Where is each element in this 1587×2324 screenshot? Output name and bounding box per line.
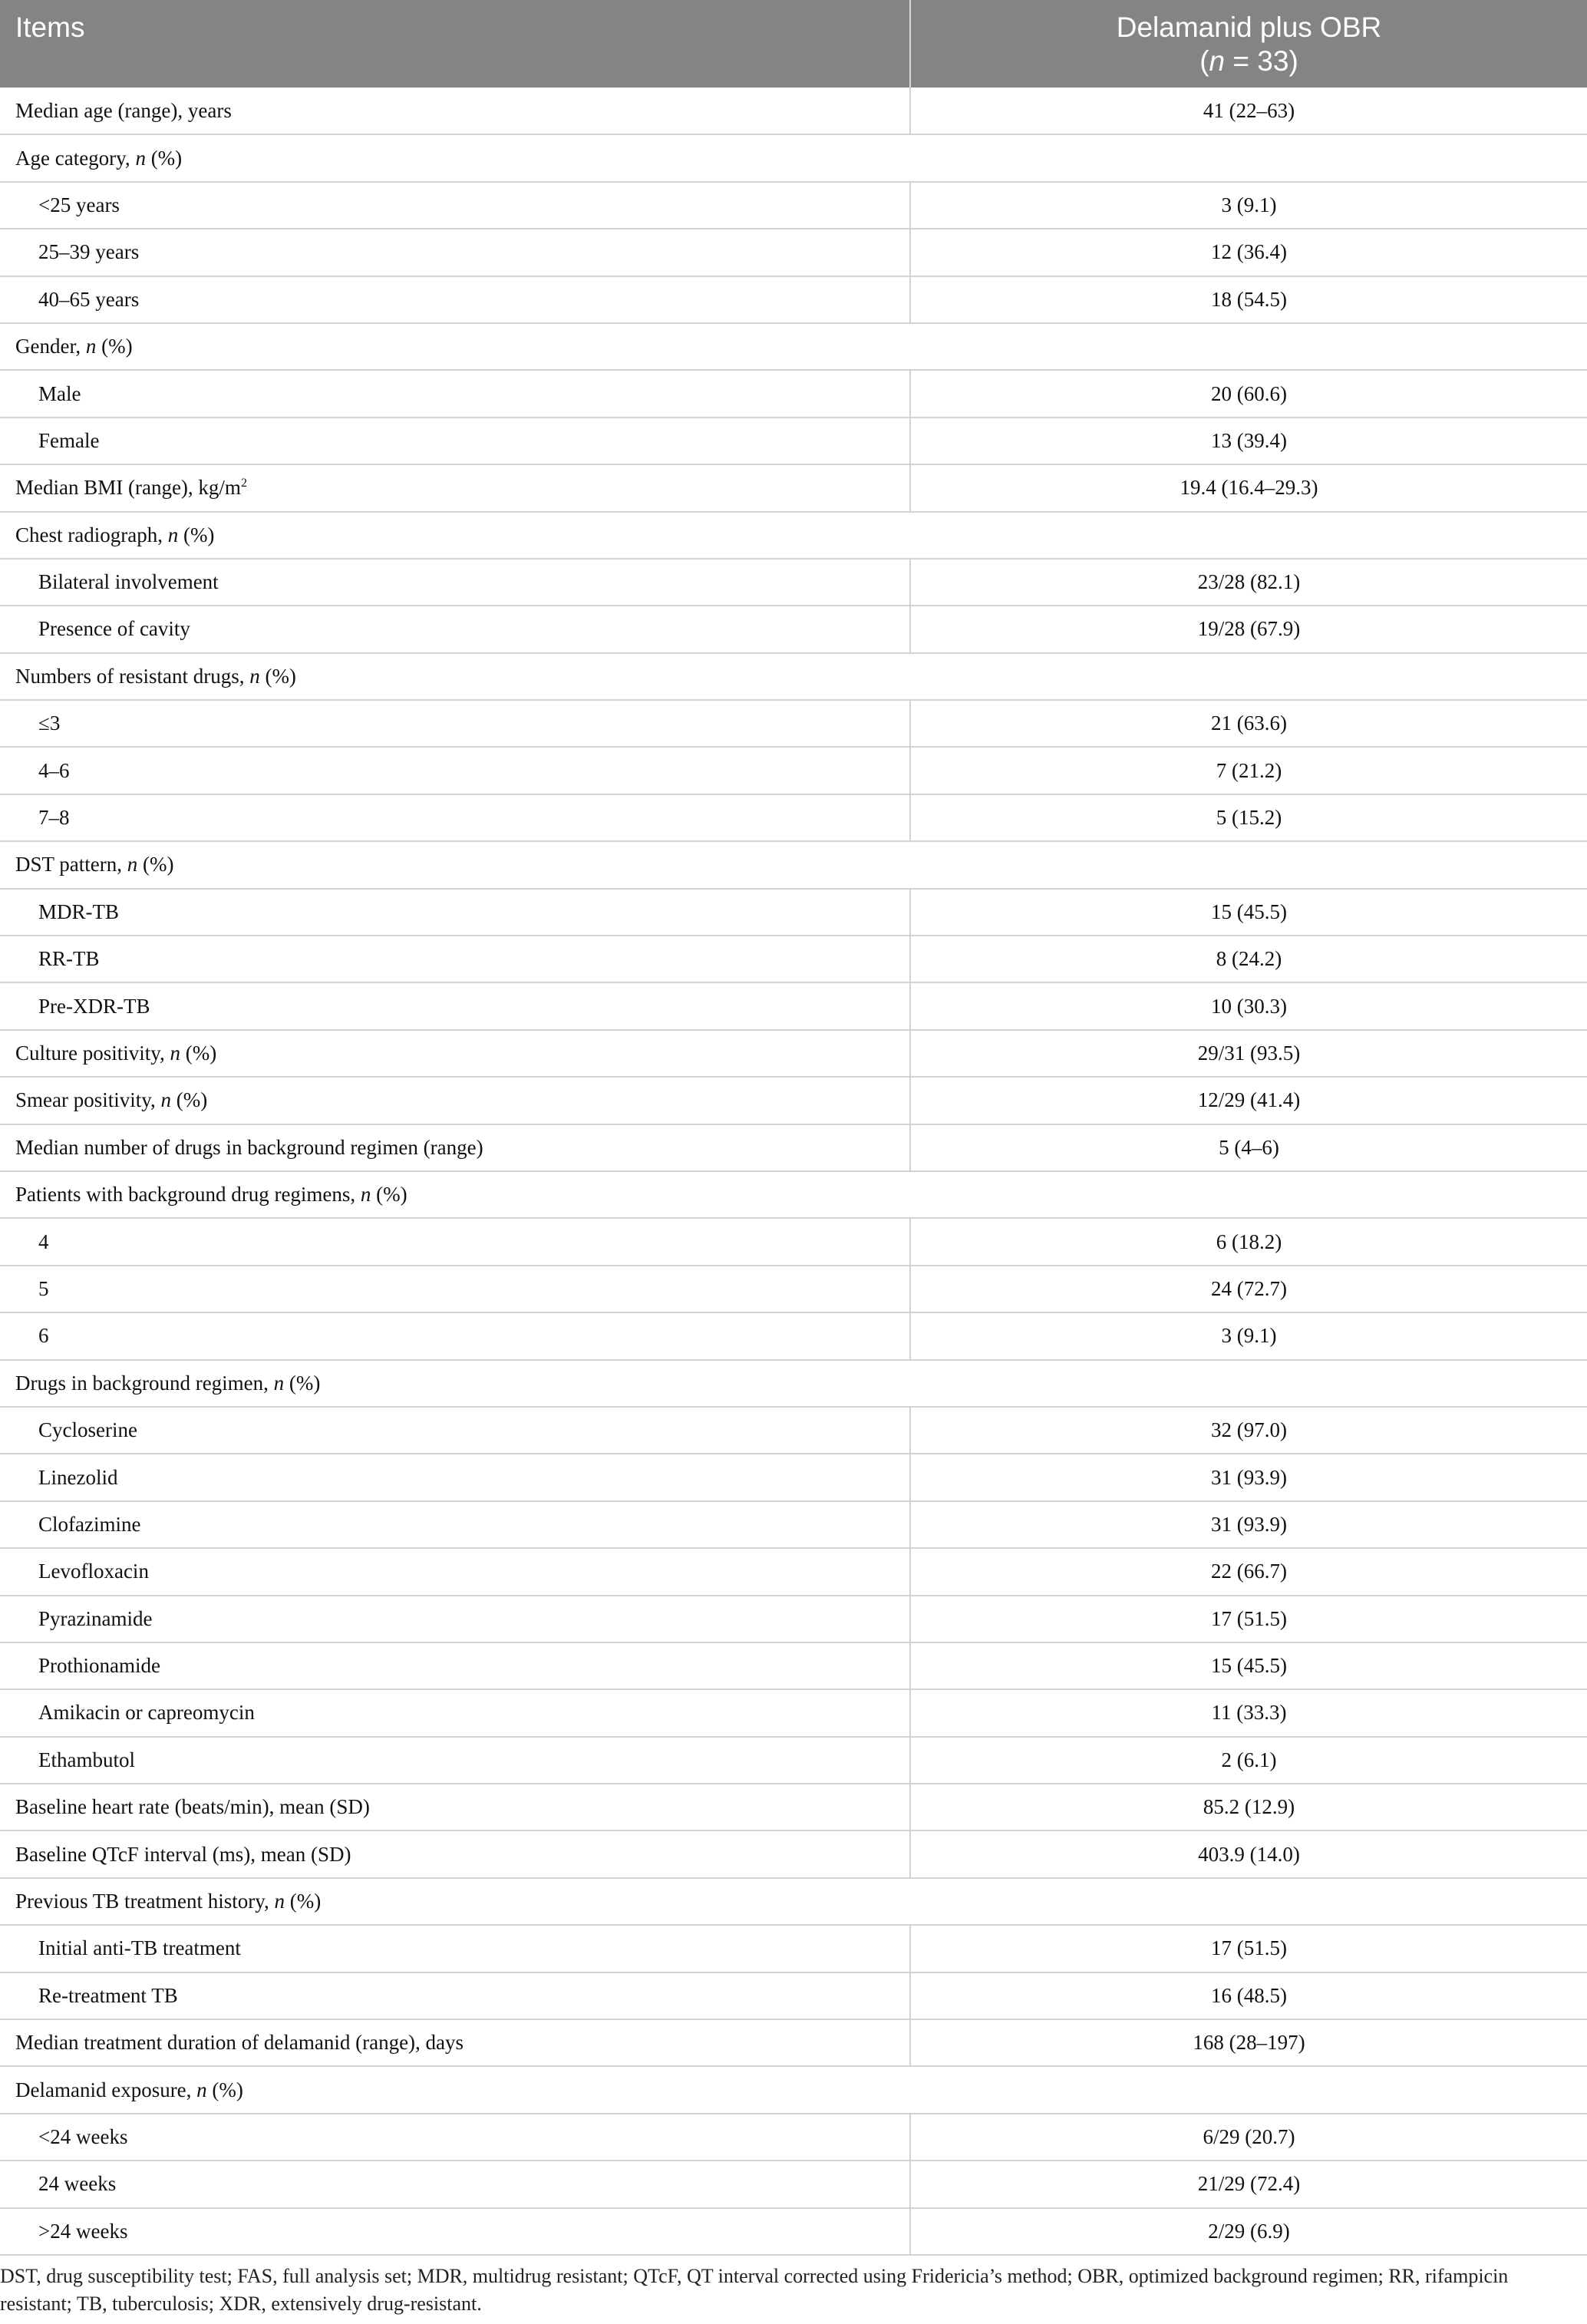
row-label: <24 weeks [0, 2114, 910, 2161]
row-label: Gender, n (%) [0, 323, 910, 370]
table-row [0, 1878, 1587, 1925]
row-label: Linezolid [0, 1454, 910, 1500]
table-row [0, 1972, 1587, 2019]
row-value: 5 (15.2) [910, 794, 1587, 841]
row-value: 10 (30.3) [910, 982, 1587, 1029]
row-label: Levofloxacin [0, 1548, 910, 1595]
row-value [910, 512, 1587, 559]
table-row [0, 889, 1587, 936]
row-value: 8 (24.2) [910, 936, 1587, 982]
row-label: RR-TB [0, 936, 910, 982]
table-row [0, 1124, 1587, 1171]
table-row [0, 2161, 1587, 2207]
row-label: Chest radiograph, n (%) [0, 512, 910, 559]
row-label: Bilateral involvement [0, 559, 910, 606]
table-row [0, 1077, 1587, 1124]
row-value: 13 (39.4) [910, 418, 1587, 464]
row-label: Smear positivity, n (%) [0, 1077, 910, 1124]
table-row [0, 276, 1587, 323]
table-row [0, 1030, 1587, 1077]
row-value: 168 (28–197) [910, 2019, 1587, 2066]
row-label: Numbers of resistant drugs, n (%) [0, 653, 910, 700]
row-label: Pre-XDR-TB [0, 982, 910, 1029]
table-header [0, 0, 1587, 87]
table-row [0, 1830, 1587, 1877]
row-value: 29/31 (93.5) [910, 1030, 1587, 1077]
row-label: <25 years [0, 182, 910, 229]
row-value: 31 (93.9) [910, 1501, 1587, 1548]
row-value: 3 (9.1) [910, 182, 1587, 229]
row-label: DST pattern, n (%) [0, 841, 910, 888]
table-row [0, 982, 1587, 1029]
table-row [0, 700, 1587, 747]
row-value: 2/29 (6.9) [910, 2208, 1587, 2255]
row-value: 15 (45.5) [910, 1642, 1587, 1689]
table-row [0, 1312, 1587, 1359]
table-footnote: DST, drug susceptibility test; FAS, full analysis set; MDR, multidrug resistant; QTcF, QT interval corrected using Fridericia’s method; OBR, optimized background regimen; RR, rifampicin resistant; TB, tuberculosis; XDR, extensively drug-resistant. [0, 2265, 1509, 2315]
row-value [910, 2066, 1587, 2113]
table-row [0, 323, 1587, 370]
row-value: 85.2 (12.9) [910, 1784, 1587, 1830]
table-row [0, 841, 1587, 888]
row-label: 4 [0, 1218, 910, 1265]
row-value: 21/29 (72.4) [910, 2161, 1587, 2207]
table-row [0, 747, 1587, 794]
row-label: Median BMI (range), $kg/m^2$ [0, 464, 910, 511]
table-row [0, 1266, 1587, 1312]
table-row [0, 794, 1587, 841]
row-value: 21 (63.6) [910, 700, 1587, 747]
table-row [0, 1925, 1587, 1972]
row-value: 32 (97.0) [910, 1407, 1587, 1454]
row-label: Re-treatment TB [0, 1972, 910, 2019]
row-value: 31 (93.9) [910, 1454, 1587, 1500]
header-delamanid-group [910, 0, 1587, 87]
row-value: 22 (66.7) [910, 1548, 1587, 1595]
table-row [0, 1737, 1587, 1784]
row-value: 17 (51.5) [910, 1925, 1587, 1972]
row-value: 17 (51.5) [910, 1596, 1587, 1642]
table-row [0, 464, 1587, 511]
row-label: Female [0, 418, 910, 464]
table-row [0, 2066, 1587, 2113]
header-row [0, 0, 1587, 87]
row-label: Cycloserine [0, 1407, 910, 1454]
row-label: 5 [0, 1266, 910, 1312]
row-label: Clofazimine [0, 1501, 910, 1548]
table-row [0, 512, 1587, 559]
row-label: MDR-TB [0, 889, 910, 936]
row-label: Amikacin or capreomycin [0, 1689, 910, 1736]
row-label: Median treatment duration of delamanid (range), days [0, 2019, 910, 2066]
row-label: Median age (range), years [0, 87, 910, 134]
row-label: Median number of drugs in background regimen (range) [0, 1124, 910, 1171]
row-label: 25–39 years [0, 229, 910, 276]
table-row [0, 1784, 1587, 1830]
row-value: 23/28 (82.1) [910, 559, 1587, 606]
row-label: Culture positivity, n (%) [0, 1030, 910, 1077]
row-value: 5 (4–6) [910, 1124, 1587, 1171]
table-row [0, 2114, 1587, 2161]
row-value [910, 323, 1587, 370]
row-value: 12 (36.4) [910, 229, 1587, 276]
row-value [910, 134, 1587, 181]
row-value [910, 1878, 1587, 1925]
row-value: 15 (45.5) [910, 889, 1587, 936]
table-row [0, 1596, 1587, 1642]
row-label: Previous TB treatment history, n (%) [0, 1878, 910, 1925]
row-value [910, 841, 1587, 888]
row-label: >24 weeks [0, 2208, 910, 2255]
table-row [0, 1360, 1587, 1407]
row-label: Ethambutol [0, 1737, 910, 1784]
row-label: Initial anti-TB treatment [0, 1925, 910, 1972]
row-value: 3 (9.1) [910, 1312, 1587, 1359]
header-group-n: (n = 33) [1199, 45, 1298, 77]
row-value: 19/28 (67.9) [910, 606, 1587, 652]
row-value: 12/29 (41.4) [910, 1077, 1587, 1124]
table-row [0, 134, 1587, 181]
row-label: Pyrazinamide [0, 1596, 910, 1642]
row-value: 41 (22–63) [910, 87, 1587, 134]
table-row [0, 606, 1587, 652]
row-value: 7 (21.2) [910, 747, 1587, 794]
row-label: 40–65 years [0, 276, 910, 323]
table-row [0, 653, 1587, 700]
row-value: 11 (33.3) [910, 1689, 1587, 1736]
table-row [0, 1171, 1587, 1218]
row-label: 6 [0, 1312, 910, 1359]
table-row [0, 559, 1587, 606]
table-row [0, 1548, 1587, 1595]
row-value: 19.4 (16.4–29.3) [910, 464, 1587, 511]
row-label: Male [0, 370, 910, 417]
row-value: 24 (72.7) [910, 1266, 1587, 1312]
row-value [910, 653, 1587, 700]
row-value [910, 1360, 1587, 1407]
row-value: 2 (6.1) [910, 1737, 1587, 1784]
table-row [0, 2208, 1587, 2255]
table-row [0, 1689, 1587, 1736]
table-row [0, 1407, 1587, 1454]
header-group-name: Delamanid plus OBR [1116, 12, 1382, 43]
row-value [910, 1171, 1587, 1218]
row-value: 20 (60.6) [910, 370, 1587, 417]
table-row [0, 1501, 1587, 1548]
table-row [0, 1642, 1587, 1689]
row-label: Presence of cavity [0, 606, 910, 652]
row-label: Prothionamide [0, 1642, 910, 1689]
table-row [0, 418, 1587, 464]
table-row [0, 229, 1587, 276]
table-row [0, 370, 1587, 417]
table-body [0, 87, 1587, 2255]
row-label: Drugs in background regimen, n (%) [0, 1360, 910, 1407]
row-label: 24 weeks [0, 2161, 910, 2207]
table-row [0, 1218, 1587, 1265]
row-label: ≤3 [0, 700, 910, 747]
row-label: 7–8 [0, 794, 910, 841]
row-label: Baseline QTcF interval (ms), mean (SD) [0, 1830, 910, 1877]
row-label: Age category, n (%) [0, 134, 910, 181]
row-value: 6 (18.2) [910, 1218, 1587, 1265]
header-items: Items [0, 0, 910, 87]
table-row [0, 87, 1587, 134]
table-row [0, 936, 1587, 982]
table-row [0, 182, 1587, 229]
row-value: 16 (48.5) [910, 1972, 1587, 2019]
table-row [0, 2019, 1587, 2066]
row-label: 4–6 [0, 747, 910, 794]
row-label: Patients with background drug regimens, n (%) [0, 1171, 910, 1218]
row-value: 6/29 (20.7) [910, 2114, 1587, 2161]
row-label: Delamanid exposure, n (%) [0, 2066, 910, 2113]
row-value: 403.9 (14.0) [910, 1830, 1587, 1877]
row-value: 18 (54.5) [910, 276, 1587, 323]
table-row [0, 1454, 1587, 1500]
row-label: Baseline heart rate (beats/min), mean (SD) [0, 1784, 910, 1830]
